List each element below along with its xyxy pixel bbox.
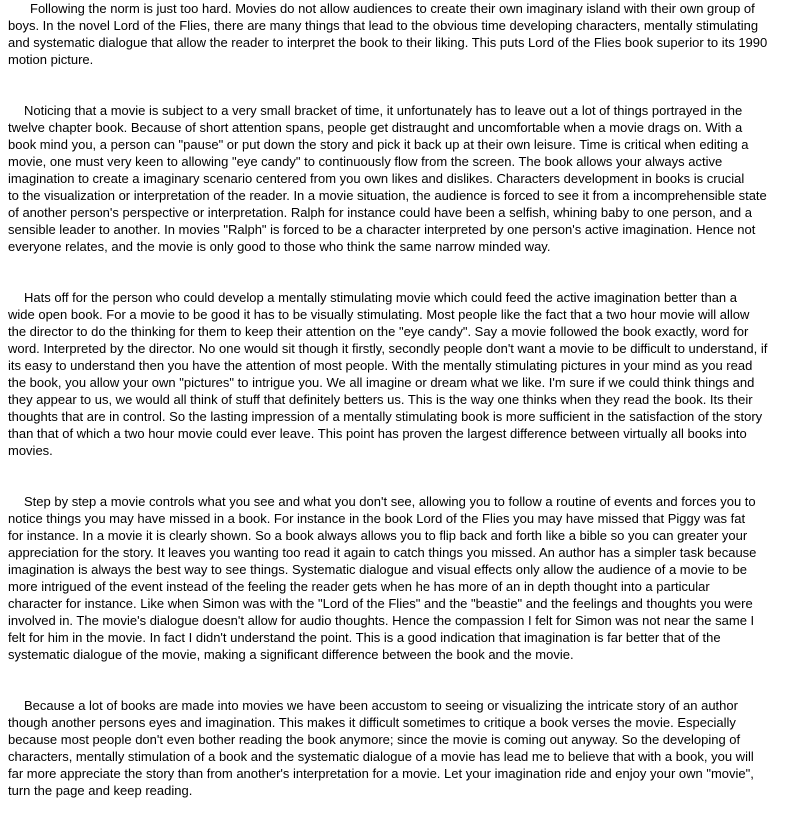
paragraph	[8, 493, 800, 663]
paragraph	[8, 289, 800, 459]
paragraph-line: more intrigued of the event instead of the feeling the reader gets when he has more of an in depth thought into a particular	[8, 579, 710, 594]
paragraph-line: imagination is always the best way to see things. Systematic dialogue and visual effects only allow the audience of a movie to be	[8, 562, 748, 577]
paragraph-line: characters, mentally stimulation of a book and the systematic dialogue of a movie has lead me to believe that with a book, you will	[8, 749, 754, 764]
paragraph-line: movie, one must very keen to allowing "eye candy" to continuously flow from the screen. The book allows your always active	[8, 154, 723, 169]
paragraph-line: its easy to understand then you have the attention of most people. With the mentally stimulating pictures in your mind as you read	[8, 358, 753, 373]
paragraph-line: because most people don't even bother reading the book anymore; since the movie is coming out anyway. So the developing of	[8, 732, 741, 747]
paragraph-line: wide open book. For a movie to be good it has to be visually stimulating. Most people like the fact that a two hour movie will allow	[8, 307, 750, 322]
paragraph-line: turn the page and keep reading.	[8, 783, 193, 798]
paragraph-line: of another person's perspective or interpretation. Ralph for instance could have been a selfish, whining baby to one person, and a	[8, 205, 752, 220]
paragraph-line: and systematic dialogue that allow the reader to interpret the book to their liking. This puts Lord of the Flies book superior to its 1990	[8, 35, 768, 50]
paragraph-line: appreciation for the story. It leaves you wanting too read it again to catch things you missed. An author has a simpler task because	[8, 545, 757, 560]
paragraph-line: felt for him in the movie. In fact I didn't understand the point. This is a good indication that imagination is far better that of the	[8, 630, 721, 645]
paragraph-line: they appear to us, we would all think of stuff that definitely betters us. This is the way one thinks when they read the book. Its their	[8, 392, 753, 407]
paragraph-line: Noticing that a movie is subject to a very small bracket of time, it unfortunately has to leave out a lot of things portrayed in the	[24, 103, 743, 118]
paragraph-line: for instance. In a movie it is clearly shown. So a book always allows you to flip back and forth like a bible so you can greater your	[8, 528, 748, 543]
paragraph-line: Step by step a movie controls what you see and what you don't see, allowing you to follow a routine of events and forces you to	[24, 494, 756, 509]
paragraph-line: involved in. The movie's dialogue doesn't allow for audio thoughts. Hence the compassion I felt for Simon was not near the same I	[8, 613, 755, 628]
paragraph-line: thoughts that are in control. So the lasting impression of a mentally stimulating book is more sufficient in the satisfaction of the story	[8, 409, 763, 424]
paragraph-line: movies.	[8, 443, 53, 458]
paragraph-line: the director to do the thinking for them to keep their attention on the "eye candy". Say a movie followed the book exactly, word for	[8, 324, 749, 339]
paragraph-line: notice things you may have missed in a book. For instance in the book Lord of the Flies you may have missed that Piggy was fat	[8, 511, 746, 526]
paragraph-line: motion picture.	[8, 52, 94, 67]
paragraph-line: everyone relates, and the movie is only good to those who think the same narrow minded way.	[8, 239, 551, 254]
paragraph-line: book mind you, a person can "pause" or put down the story and pick it back up at their own leisure. Time is critical when editing a	[8, 137, 749, 152]
paragraph-line: boys. In the novel Lord of the Flies, there are many things that lead to the obvious time developing characters, mentally stimulating	[8, 18, 759, 33]
paragraph-line: Because a lot of books are made into movies we have been accustom to seeing or visualizing the intricate story of an author	[24, 698, 738, 713]
paragraph-line: character for instance. Like when Simon was with the "Lord of the Flies" and the "beastie" and the feelings and thoughts you were	[8, 596, 753, 611]
paragraph-line: to the visualization or interpretation of the reader. In a movie situation, the audience is forced to see it from a incomprehensible state	[8, 188, 767, 203]
paragraph-line: than that of which a two hour movie could ever leave. This point has proven the largest difference between virtually all books into	[8, 426, 747, 441]
paragraph-line: twelve chapter book. Because of short attention spans, people get distraught and uncomfortable when a movie drags on. With a	[8, 120, 743, 135]
paragraph-line: Hats off for the person who could develop a mentally stimulating movie which could feed the active imagination better than a	[24, 290, 738, 305]
paragraph-line: though another persons eyes and imagination. This makes it difficult sometimes to critique a book verses the movie. Especially	[8, 715, 736, 730]
paragraph-line: systematic dialogue of the movie, making a significant difference between the book and the movie.	[8, 647, 574, 662]
paragraph-line: the book, you allow your own "pictures" to intrigue you. We all imagine or dream what we like. I'm sure if we could think things and	[8, 375, 755, 390]
paragraph-line: sensible leader to another. In movies "Ralph" is forced to be a character interpreted by one person's active imagination. Hence not	[8, 222, 756, 237]
paragraph-line: word. Interpreted by the director. No one would sit though it firstly, secondly people don't want a movie to be difficult to understand, if	[8, 341, 768, 356]
paragraph-line: Following the norm is just too hard. Movies do not allow audiences to create their own imaginary island with their own group of	[30, 1, 755, 16]
paragraph	[8, 697, 800, 799]
paragraph-line: far more appreciate the story than from another's interpretation for a movie. Let your imagination ride and enjoy your own "movie",	[8, 766, 754, 781]
paragraph	[8, 102, 800, 255]
paragraph	[8, 0, 800, 68]
paragraph-line: imagination to create a imaginary scenario centered from you own likes and dislikes. Characters development in books is crucial	[8, 171, 745, 186]
